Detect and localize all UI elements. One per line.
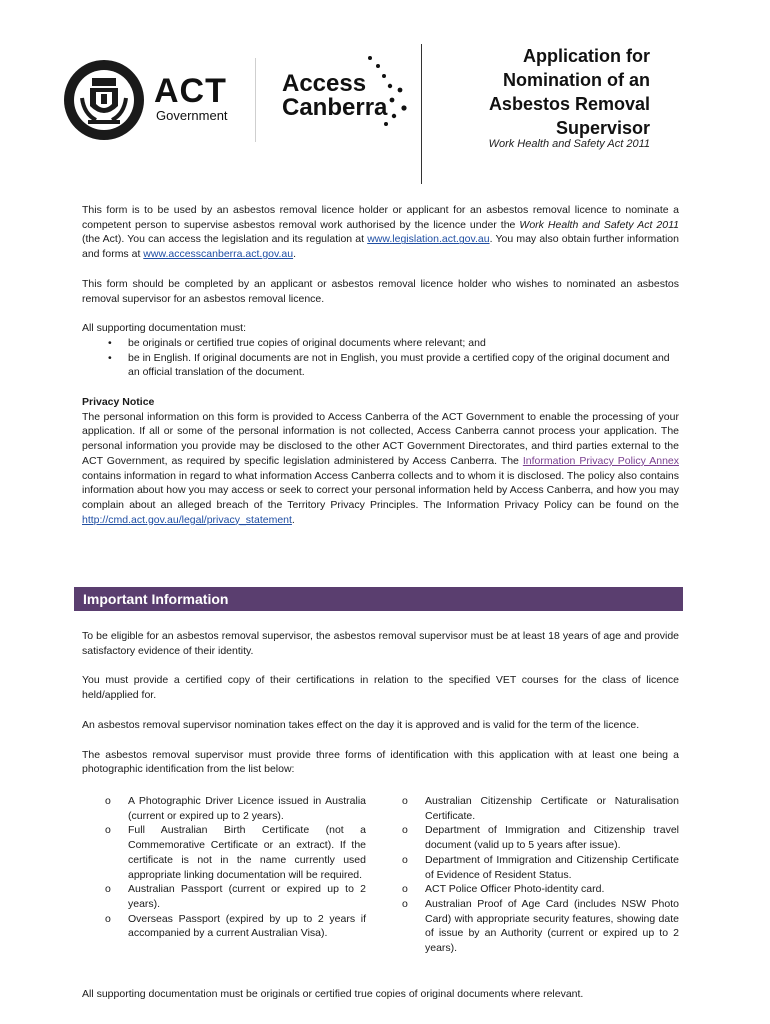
important-section: [82, 629, 679, 792]
list-item: o Department of Immigration and Citizenship Certificate of Evidence of Resident Status.: [402, 853, 679, 881]
list-item: • be in English. If original documents are not in English, you must provide a certified copy of the original document and an official translation of the document.: [128, 351, 679, 380]
act-crest-icon: [64, 60, 144, 140]
access-canberra-link[interactable]: www.accesscanberra.act.gov.au: [143, 248, 294, 261]
list-item: • be originals or certified true copies of original documents where relevant; and: [128, 336, 679, 351]
important-paragraph: You must provide a certified copy of their certifications in relation to the specified VET courses for the class of licence held/applied for.: [82, 674, 679, 702]
canberra-wordmark: Canberra: [282, 94, 388, 121]
identification-column-left: [100, 794, 366, 941]
list-item: o Department of Immigration and Citizenship travel document (valid up to 5 years after issue).: [402, 824, 679, 852]
list-item: o Full Australian Birth Certificate (not a Commemorative Certificate or an extract). If the certificate is not in the name currently used appropriate linking documentation will be required.: [105, 824, 366, 881]
important-paragraph: The asbestos removal supervisor must provide three forms of identification with this application with at least one being a photographic identification from the list below:: [82, 748, 679, 776]
government-wordmark: Government: [156, 108, 228, 123]
footer-note: All supporting documentation must be originals or certified true copies of original documents where relevant.: [82, 988, 584, 1000]
list-item: o Overseas Passport (expired by up to 2 years if accompanied by a current Australian Visa).: [105, 912, 366, 940]
access-wordmark: Access: [282, 70, 367, 97]
supporting-list: [82, 336, 679, 380]
legislation-link[interactable]: www.legislation.act.gov.au: [367, 233, 490, 246]
privacy-paragraph: The personal information on this form is provided to Access Canberra of the ACT Government to enable the processing of your application. If all or some of the personal information is not collected, Access Canberra cannot process your application. The personal information you provide may be disclosed to the other ACT Government Directorates, and third parties external to the ACT Government, as required by specific legislation administered by Access Canberra. The Information Privacy Policy Annex contains information in regard to what information Access Canberra collects and to whom it is disclosed. The policy also contains information about how you may access or seek to correct your personal information held by Access Canberra, and how you may complain about an alleged breach of the Territory Privacy Principles. The Information Privacy Policy can be found on the http://cmd.act.gov.au/legal/privacy_statement.: [82, 410, 679, 526]
intro-section: [82, 203, 679, 542]
act-government-logo: [64, 60, 234, 140]
list-item: o Australian Citizenship Certificate or Naturalisation Certificate.: [402, 795, 679, 822]
title-line: Supervisor: [555, 118, 650, 138]
access-canberra-logo: [282, 70, 422, 140]
act-wordmark: ACT: [154, 72, 227, 110]
title-line: Asbestos Removal: [488, 94, 650, 114]
title-line: Nomination of an: [503, 70, 650, 90]
list-item: o Australian Proof of Age Card (includes NSW Photo Card) with appropriate security features, showing date of issue by an Authority (current or expired up to 2 years).: [402, 897, 679, 955]
supporting-heading: All supporting documentation must:: [82, 322, 247, 335]
logo-divider: [255, 58, 256, 142]
privacy-heading: Privacy Notice: [82, 396, 155, 409]
privacy-statement-link[interactable]: http://cmd.act.gov.au/legal/privacy_statement: [82, 513, 292, 526]
act-reference: Work Health and Safety Act 2011: [488, 138, 650, 150]
identification-column-right: [397, 794, 679, 956]
list-item: o Australian Passport (current or expired up to 2 years).: [105, 883, 366, 910]
list-item: o A Photographic Driver Licence issued in Australia (current or expired up to 2 years).: [105, 795, 366, 822]
title-line: Application for: [523, 46, 650, 66]
intro-paragraph: This form is to be used by an asbestos removal licence holder or applicant for an asbestos removal licence to nominate a competent person to supervise asbestos removal work authorised by the licence under the Work Health and Safety Act 2011 (the Act). You can access the legislation and its regulation at www.legislation.act.gov.au. You may also obtain further information and forms at www.accesscanberra.act.gov.au.: [82, 204, 679, 261]
privacy-annex-link[interactable]: Information Privacy Policy Annex: [522, 454, 679, 467]
important-paragraph: An asbestos removal supervisor nomination takes effect on the day it is approved and is valid for the term of the licence.: [82, 718, 640, 731]
list-item: o ACT Police Officer Photo-identity card.: [402, 883, 605, 896]
important-paragraph: To be eligible for an asbestos removal supervisor, the asbestos removal supervisor must be at least 18 years of age and provide satisfactory evidence of their identity.: [82, 630, 679, 657]
important-information-heading: Important Information: [74, 587, 683, 611]
page-title: [410, 44, 650, 140]
intro-paragraph-2: This form should be completed by an applicant or asbestos removal licence holder who wishes to nominated an asbestos removal supervisor for an asbestos removal licence.: [82, 277, 679, 305]
